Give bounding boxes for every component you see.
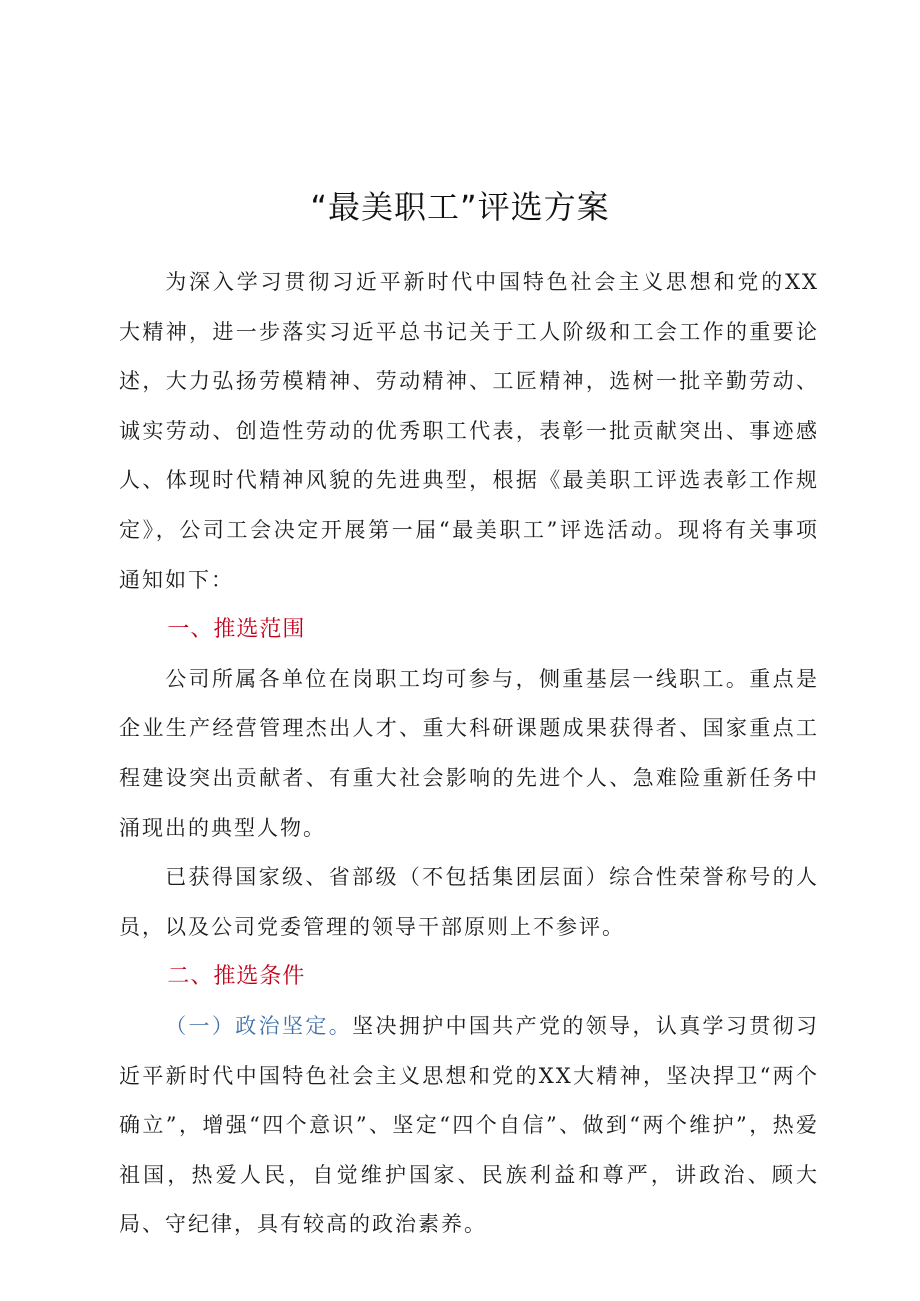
condition-item-1-label: （一）政治坚定。	[165, 1013, 353, 1038]
document-body	[119, 258, 819, 1250]
scope-paragraph-2: 已获得国家级、省部级（不包括集团层面）综合性荣誉称号的人员，以及公司党委管理的领导干部原则上不参评。	[119, 865, 819, 939]
section-heading-conditions: 二、推选条件	[167, 964, 306, 990]
intro-paragraph: 为深入学习贯彻习近平新时代中国特色社会主义思想和党的XX大精神，进一步落实习近平总书记关于工人阶级和工会工作的重要论述，大力弘扬劳模精神、劳动精神、工匠精神，选树一批辛勤劳动、诚实劳动、创造性劳动的优秀职工代表，表彰一批贡献突出、事迹感人、体现时代精神风貌的先进典型，根据《最美职工评选表彰工作规定》，公司工会决定开展第一届“最美职工”评选活动。现将有关事项通知如下：	[119, 270, 819, 592]
section-heading-scope: 一、推选范围	[167, 617, 306, 643]
condition-item-1-text: 坚决拥护中国共产党的领导，认真学习贯彻习近平新时代中国特色社会主义思想和党的XX大精神，坚决捍卫“两个确立”，增强“四个意识”、坚定“四个自信”、做到“两个维护”，热爱祖国，热爱人民，自觉维护国家、民族利益和尊严，讲政治、顾大局、守纪律，具有较高的政治素养。	[119, 1013, 820, 1237]
document-title: “最美职工”评选方案	[310, 188, 610, 226]
scope-paragraph-1: 公司所属各单位在岗职工均可参与，侧重基层一线职工。重点是企业生产经营管理杰出人才、重大科研课题成果获得者、国家重点工程建设突出贡献者、有重大社会影响的先进个人、急难险重新任务中涌现出的典型人物。	[119, 666, 819, 840]
condition-item-1	[119, 1002, 819, 1250]
